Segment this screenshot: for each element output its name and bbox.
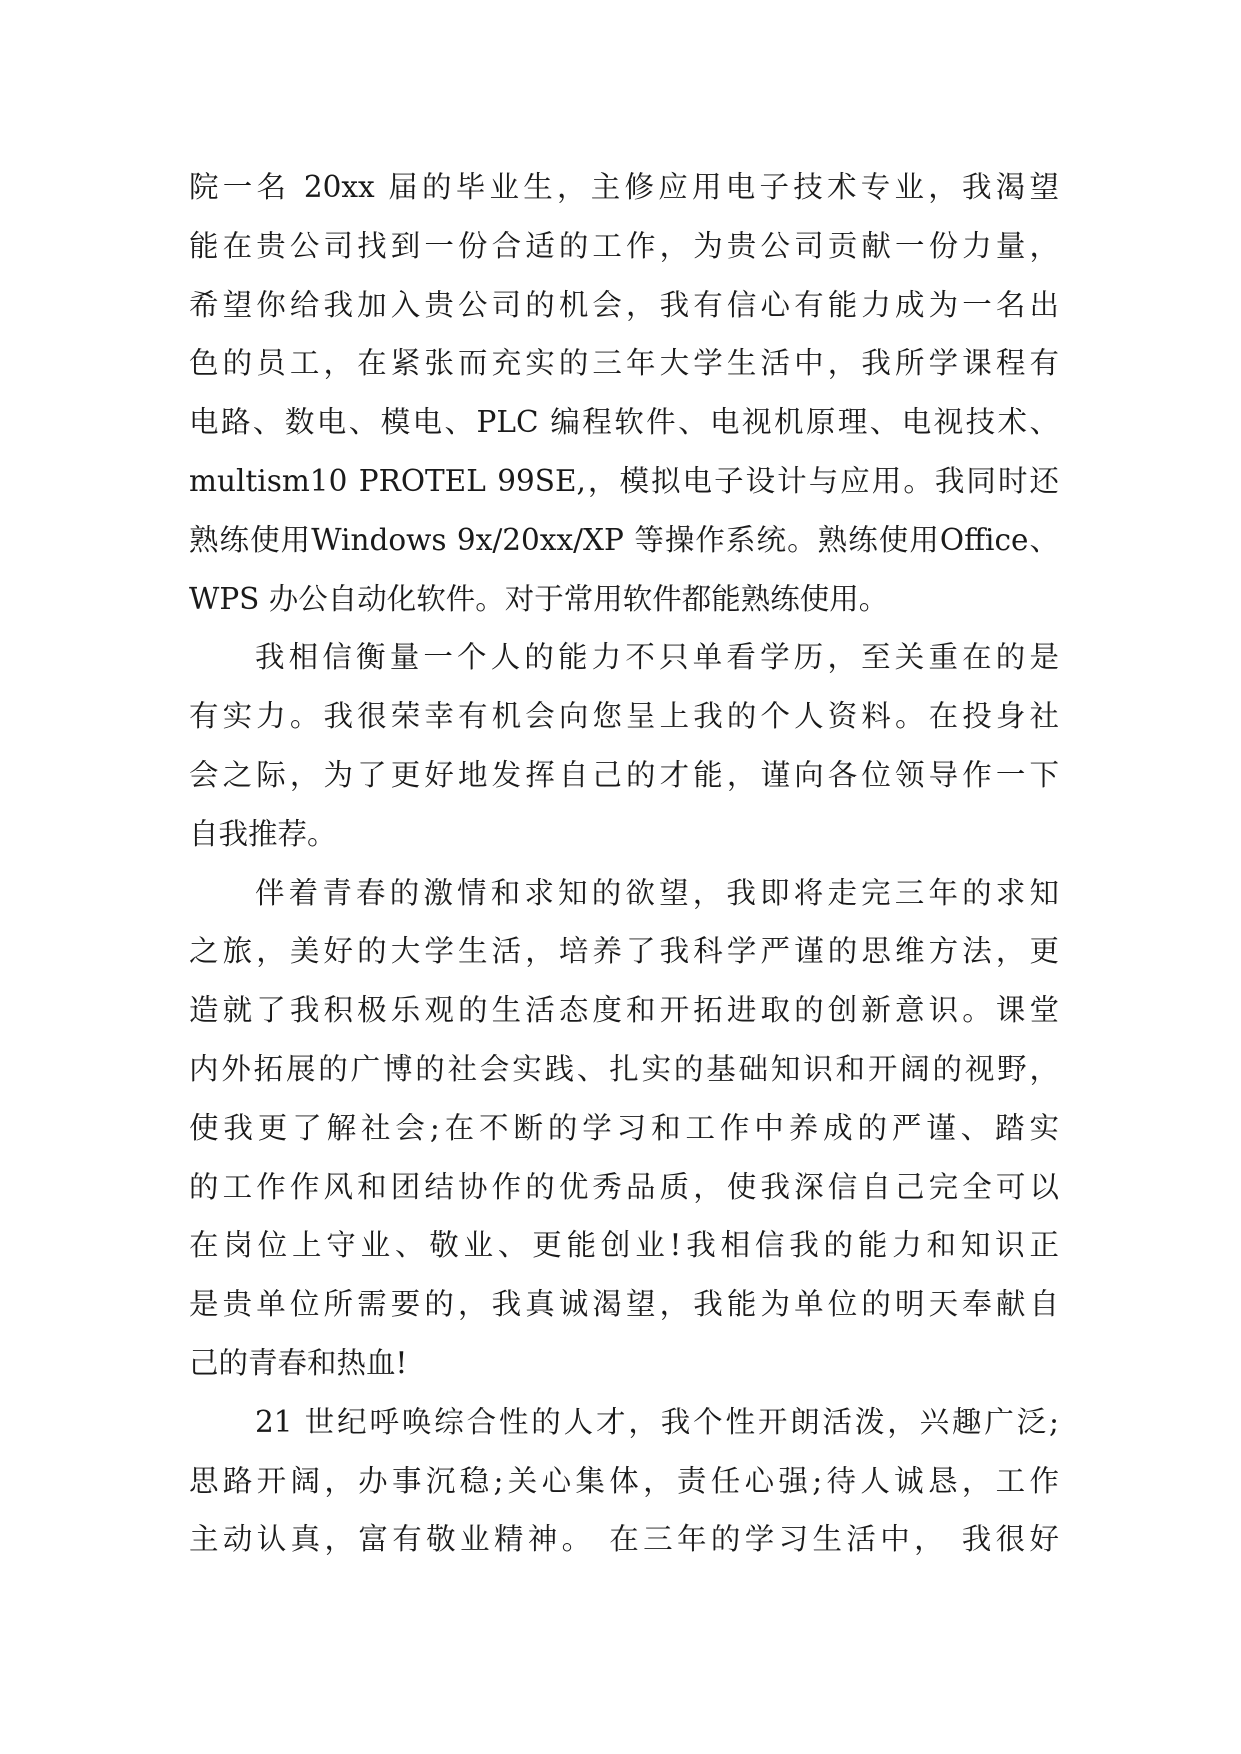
text-line: 我相信衡量一个人的能力不只单看学历，至关重在的是 bbox=[255, 640, 1059, 675]
text-line: multism10 PROTEL 99SE,，模拟电子设计与应用。我同时还 bbox=[189, 463, 1059, 498]
text-line: 己的青春和热血! bbox=[189, 1345, 408, 1380]
document-body bbox=[189, 158, 1059, 1569]
text-line: 色的员工，在紧张而充实的三年大学生活中，我所学课程有 bbox=[189, 346, 1059, 381]
text-line: 会之际，为了更好地发挥自己的才能，谨向各位领导作一下 bbox=[189, 757, 1059, 792]
text-line: 主动认真，富有敬业精神。 在三年的学习生活中， 我很好 bbox=[189, 1522, 1059, 1557]
text-line: 能在贵公司找到一份合适的工作，为贵公司贡献一份力量， bbox=[189, 228, 1059, 263]
text-line: 的工作作风和团结协作的优秀品质，使我深信自己完全可以 bbox=[189, 1169, 1059, 1204]
text-line: 之旅，美好的大学生活，培养了我科学严谨的思维方法，更 bbox=[189, 934, 1059, 969]
text-line: WPS 办公自动化软件。对于常用软件都能熟练使用。 bbox=[189, 581, 889, 616]
text-line: 内外拓展的广博的社会实践、扎实的基础知识和开阔的视野， bbox=[189, 1051, 1059, 1086]
text-line: 是贵单位所需要的，我真诚渴望，我能为单位的明天奉献自 bbox=[189, 1287, 1059, 1322]
text-line: 自我推荐。 bbox=[189, 816, 337, 851]
text-line: 21 世纪呼唤综合性的人才，我个性开朗活泼，兴趣广泛; bbox=[255, 1404, 1059, 1439]
text-line: 院一名 20xx 届的毕业生，主修应用电子技术专业，我渴望 bbox=[189, 170, 1059, 204]
text-line: 在岗位上守业、敬业、更能创业!我相信我的能力和知识正 bbox=[189, 1228, 1059, 1263]
text-line: 思路开阔，办事沉稳;关心集体，责任心强;待人诚恳，工作 bbox=[189, 1463, 1059, 1498]
text-line: 造就了我积极乐观的生活态度和开拓进取的创新意识。课堂 bbox=[189, 993, 1059, 1028]
text-line: 熟练使用Windows 9x/20xx/XP 等操作系统。熟练使用Office、 bbox=[189, 522, 1059, 557]
text-line: 电路、数电、模电、PLC 编程软件、电视机原理、电视技术、 bbox=[189, 405, 1059, 440]
text-line: 有实力。我很荣幸有机会向您呈上我的个人资料。在投身社 bbox=[189, 699, 1059, 734]
text-line: 希望你给我加入贵公司的机会，我有信心有能力成为一名出 bbox=[189, 287, 1059, 322]
text-line: 伴着青春的激情和求知的欲望，我即将走完三年的求知 bbox=[255, 875, 1059, 910]
text-line: 使我更了解社会;在不断的学习和工作中养成的严谨、踏实 bbox=[189, 1110, 1059, 1145]
